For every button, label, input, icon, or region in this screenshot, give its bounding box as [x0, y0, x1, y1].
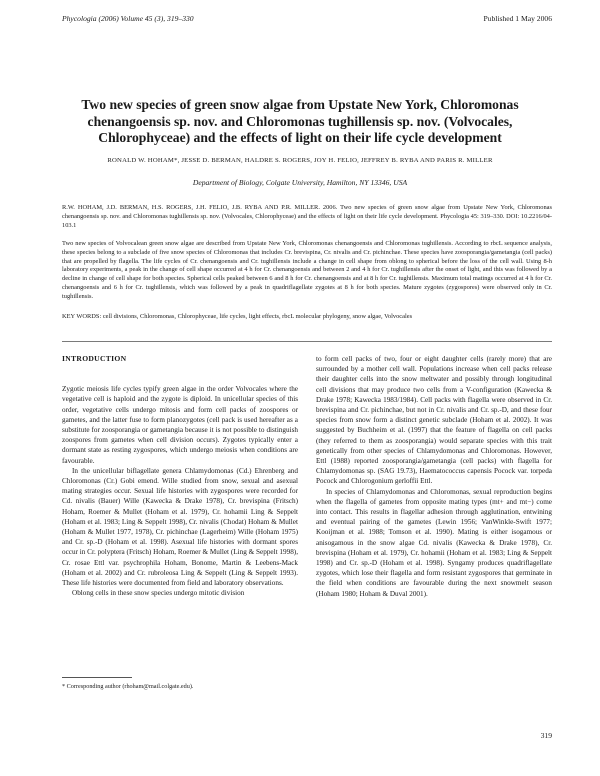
intro-paragraph-1: Zygotic meiosis life cycles typify green algae in the order Volvocales where the vegetative cell is haploid and the zygote is diploid. In unicellular species of this order, vegetative cells undergo mitosis and form cell packs of zoospores or gametes, and the latter fuse to form planozygotes (cell pack is used hereafter as a substitute for zoosporangia or gametangia because it is not possible to distinguish zoospores from gametes when cell division occurs). Zygotes typically enter a dormant state as resting zygospores, which undergo meiosis when conditions are favourable.: [62, 385, 298, 465]
paper-title: Two new species of green snow algae from Upstate New York, Chloromonas chenangoensis sp. nov. and Chloromonas tughillensis sp. nov. (Volvocales, Chlorophyceae) and the effects of light on their life cycle development: [81, 97, 519, 145]
corresponding-author-footnote: * Corresponding author (rhoham@mail.colgate.edu).: [62, 683, 194, 690]
intro-paragraph-2: In the unicellular biflagellate genera Chlamydomonas (Cd.) Ehrenberg and Chloromonas (Cr.) Gobi emend. Wille studied from snow, sexual and asexual mating strategies occur. Sexual life histories with zygospores were recorded for Cd. nivalis (Bauer) Wille (Kawecka & Drake 1978), Cr. brevispina (Fritsch) Hoham, Roemer & Mullet (Hoham et al. 1979), Cr. hohamii Ling & Seppelt (Hoham et al. 1983; Ling & Seppelt 1998), Cr. nivalis (Chodat) Hoham & Mullet (Hoham & Mullet 1977, 1978), Cr. pichinchae (Lagerheim) Wille (Hoham 1975) and Cr. sp.-D (Hoham et al. 1998). Asexual life histories with dormant spores occur in Cr. polyptera (Fritsch) Hoham, Roemer & Mullet (Ling & Seppelt 1998), Cr. rosae Ettl var. psychrophila Hoham, Bonome, Martin & Leebens-Mack (Hoham et al. 2002) and Cr. rubroleosa Ling & Seppelt (Ling & Seppelt 1993). These life histories were documented from field and laboratory observations.: [62, 466, 298, 588]
keywords-label: KEY WORDS:: [62, 313, 102, 320]
section-divider: [62, 341, 552, 342]
affiliation: Department of Biology, Colgate University, Hamilton, NY 13346, USA: [192, 178, 408, 187]
footnote-divider: [62, 677, 132, 678]
page-number: 319: [540, 731, 552, 740]
column-right: [316, 354, 552, 599]
journal-citation: Phycologia (2006) Volume 45 (3), 319–330: [62, 14, 194, 23]
publication-date: Published 1 May 2006: [483, 14, 552, 23]
section-heading-introduction: INTRODUCTION: [62, 354, 127, 363]
column-left: [62, 354, 298, 598]
author-list: RONALD W. HOHAM*, JESSE D. BERMAN, HALDRE S. ROGERS, JOY H. FELIO, JEFFREY B. RYBA AND PARIS R. MILLER: [107, 157, 493, 164]
citation-block: R.W. HOHAM, J.D. BERMAN, H.S. ROGERS, J.H. FELIO, J.B. RYBA AND P.R. MILLER. 2006. Two new species of green snow algae from Upstate New York, Chloromonas chenangoensis sp. nov. and Chloromonas tughillensis sp. nov. (Volvocales, Chlorophyceae) and the effects of light on their life cycle development. Phycologia 45: 319–330. DOI: 10.2216/04-103.1: [62, 204, 552, 229]
intro-paragraph-3-continued: to form cell packs of two, four or eight daughter cells (rarely more) that are surrounded by a mother cell wall. Populations increase when cell packs release their daughter cells into the snow meltwater and possibly through longitudinal cell divisions that may produce two cells from a V-configuration (Kawecka & Drake 1978; Kawecka 1983/1984). Cell packs with flagella were observed in Cr. brevispina and Cr. pichinchae, but not in Cr. nivalis and Cr. sp.-D, and these four species from snow form a distinct genetic subclade (Hoham et al. 2002). It was suggested by Buchheim et al. (1997) that the feature of flagella on cell packs (they referred to them as zoosporangia) would separate species with this trait genetically from other species of Chlamydomonas and Chloromonas. However, Ettl (1988) reported zoosporangia/gametangia (cell packs) with flagella for Chlamydomonas sp. (SAG 19.73), Haematococcus capensis Pocock var. torpeda Pocock and Chlorogonium gerloffii Ettl.: [316, 355, 552, 486]
intro-paragraph-4: In species of Chlamydomonas and Chloromonas, sexual reproduction begins when the flagella of gametes from opposite mating types (mt+ and mt−) come into contact. This results in flagellar adhesion through agglutination, entwining and eventual pairing of the gametes (Lewin 1956; VanWinkle-Swift 1977; Kooijman et al. 1988; Tomson et al. 1990). Mating is either isogamous or anisogamous in the snow algae Cd. nivalis (Kawecka & Drake 1978), Cr. brevispina (Hoham et al. 1979), Cr. hohamii (Hoham et al. 1983; Ling & Seppelt 1998) and Cr. sp.-D (Hoham et al. 1998). Syngamy produces quadriflagellate zygotes, which lose their flagella and form resistant zygospores that germinate in the field when conditions are favourable during the next snowmelt season (Hoham 1980; Hoham & Duval 2001).: [316, 487, 552, 598]
keywords: [62, 313, 552, 322]
running-header: [62, 12, 552, 26]
intro-paragraph-3: Oblong cells in these snow species undergo mitotic division: [72, 589, 245, 598]
keywords-text: cell divisions, Chloromonas, Chlorophyceae, life cycles, light effects, rbcL molecular phylogeny, snow algae, Volvocales: [102, 313, 413, 320]
abstract: Two new species of Volvocalean green snow algae are described from Upstate New York, Chloromonas chenangoensis and Chloromonas tughillensis. According to rbcL sequence analysis, these species belong to a subclade of five snow species of Chloromonas that includes Cr. brevispina, Cr. nivalis and Cr. pichinchae. These species have zoosporangia/gametangia (cell packs) that are propelled by flagella. The life cycles of Cr. chenangoensis and Cr. tughillensis include a change in cell shape from oblong to spherical before the loss of the cell wall. Using 8-h laboratory experiments, a peak in the change of cell shape occurred at 4 h for Cr. chenangoensis and between 2 and 4 h for Cr. tughillensis after the onset of light, and this was followed by a decline in change of cell shape for both species. Spherical cells peaked between 6 and 8 h for Cr. chenangoensis and at 8 h for Cr. tughillensis. Maximum total matings occurred at 4 h for Cr. chenangoensis and 6 h for Cr. tughillensis, which was followed by a peak in quadriflagellate zygotes at 8 h for both species. Mature zygotes (zygospores) were observed only in Cr. tughillensis.: [62, 240, 552, 300]
